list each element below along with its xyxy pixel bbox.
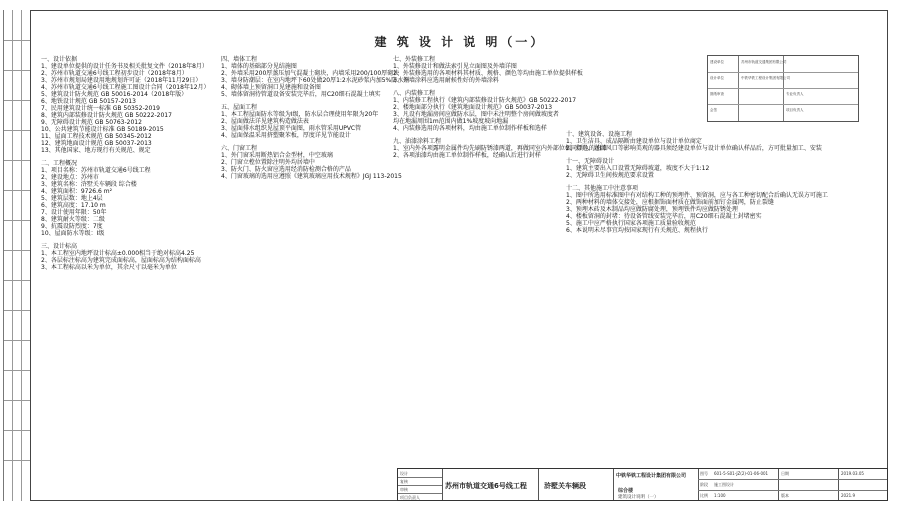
note-line: 10、屋面防水等级：I级 bbox=[41, 230, 105, 237]
note-line: 1、建设单位提供的设计任务书及相关批复文件（2018年8月） bbox=[41, 63, 208, 70]
section-heading: 十二、其他施工中注意事项 bbox=[566, 185, 639, 192]
note-line: 3、外墙涂料应选用耐候性好的外墙涂料 bbox=[393, 77, 499, 84]
title-block-label: 图号 bbox=[700, 471, 708, 476]
note-line: 6、本说明未尽事宜均按国家现行有关规范、规程执行 bbox=[566, 227, 708, 234]
note-line: 13、其他国家、地方现行有关规范、规定 bbox=[41, 147, 151, 154]
note-line: 4、门窗玻璃的选用应遵照《建筑玻璃应用技术规程》JGJ 113-2015 bbox=[221, 173, 402, 180]
note-line: 5、施工中应严格执行国家各项施工质量验收规范 bbox=[566, 220, 696, 227]
section-heading: 八、内装修工程 bbox=[393, 90, 436, 97]
note-line: 11、屋面工程技术规范 GB 50345-2012 bbox=[41, 133, 152, 140]
note-line: 4、建筑面积：9726.6 m² bbox=[41, 188, 112, 195]
note-line: 5、墙体留洞待管道设备安装完毕后，用C20细石混凝土填实 bbox=[221, 91, 381, 98]
note-line: 2、建设地点：苏州市 bbox=[41, 174, 99, 181]
note-line: 1、图中所选用标准图中有对结构工种的预埋件、预留洞，应与各工种密切配合后确认无误方可施工 bbox=[566, 192, 828, 199]
section-heading: 十、建筑设备、设施工程 bbox=[566, 131, 633, 138]
stamp-text: 中铁华铁工程设计集团有限公司 bbox=[741, 76, 790, 80]
note-line: 3、预埋木砖及木制品均应做防腐处理，预埋铁件均应做防锈处理 bbox=[566, 206, 738, 213]
note-line: 3、本工程标高以米为单位，其余尺寸以毫米为单位 bbox=[41, 264, 177, 271]
note-line: 3、建筑名称：浒墅关车辆段 综合楼 bbox=[41, 181, 137, 188]
stamp-label: 图纸审查 bbox=[710, 92, 724, 96]
stamp-label: 设计单位 bbox=[710, 76, 724, 80]
title-block-label: 阶段 bbox=[700, 482, 708, 487]
note-line: 2、灯具、送回风口等影响美观的器具须经建设单位与设计单位确认样品后，方可批量加工、安装 bbox=[566, 145, 822, 152]
drawing-version: 2021.9 bbox=[841, 493, 855, 498]
building-name: 综合楼 bbox=[618, 488, 634, 494]
note-line: 9、抗震设防烈度：7度 bbox=[41, 223, 103, 230]
note-line: 7、设计使用年限：50年 bbox=[41, 209, 107, 216]
note-line: 12、建筑地面设计规范 GB 50037-2013 bbox=[41, 140, 152, 147]
section-heading: 六、门窗工程 bbox=[221, 145, 258, 152]
project-name: 苏州市轨道交通6号线工程 bbox=[445, 482, 527, 490]
note-line: 2、两种材料的墙体交接处，应根据饰面材质在做饰面前加钉金属网，防止裂缝 bbox=[566, 199, 774, 206]
title-block bbox=[397, 468, 888, 501]
section-heading: 二、工程概况 bbox=[41, 160, 78, 167]
section-heading: 四、墙体工程 bbox=[221, 56, 258, 63]
design-company: 中铁华铁工程设计集团有限公司 bbox=[616, 473, 687, 479]
title-block-label: 设计 bbox=[400, 471, 408, 476]
section-heading: 七、外装修工程 bbox=[393, 56, 436, 63]
note-line: 1、本工程室内地坪设计标高±0.000相当于绝对标高4.25 bbox=[41, 250, 195, 257]
notes-column-1 bbox=[41, 56, 213, 271]
notes-column-2 bbox=[221, 56, 410, 180]
note-line: 4、屋面保温采用挤塑聚苯板，厚度详见节能设计 bbox=[221, 132, 351, 139]
stamp-text: 专业负责人 bbox=[786, 92, 804, 96]
note-line: 2、楼地面部分执行《建筑地面设计规范》GB 50037-2013 bbox=[393, 104, 553, 111]
note-line: 1、外门窗采用断热铝合金型材，中空玻璃 bbox=[221, 152, 333, 159]
note-line: 1、墙体的基础部分见结施图 bbox=[221, 63, 297, 70]
note-line: 6、建筑高度：17.10 m bbox=[41, 202, 106, 209]
note-line: 3、凡设有地漏房间应做防水层，图中未注明整个房间做坡度者 bbox=[393, 111, 559, 118]
note-line: 3、墙身防潮层：在室内地坪下60处做20厚1:2水泥砂浆内加5%防水剂 bbox=[221, 77, 410, 84]
drawing-date: 2019.03.05 bbox=[841, 471, 864, 476]
note-line: 6、地铁设计规范 GB 50157-2013 bbox=[41, 98, 136, 105]
title-block-label: 审核 bbox=[400, 487, 408, 492]
note-line: 8、建筑内部装修设计防火规范 GB 50222-2017 bbox=[41, 112, 172, 119]
title-block-label: 复核 bbox=[400, 479, 408, 484]
note-line: 1、内装修工程执行《建筑内部装修设计防火规范》GB 50222-2017 bbox=[393, 97, 577, 104]
note-line: 1、外装修设计和做法索引见立面图及外墙详图 bbox=[393, 63, 517, 70]
note-line: 2、外装修选用的各项材料其材质、规格、颜色等均由施工单位提供样板 bbox=[393, 70, 583, 77]
drawing-scale: 1:100 bbox=[714, 493, 726, 498]
note-line: 5、建筑层数：地上4层 bbox=[41, 195, 103, 202]
note-line: 5、建筑设计防火规范 GB 50016-2014（2018年版） bbox=[41, 91, 188, 98]
stamp-label: 建设单位 bbox=[710, 60, 724, 64]
drawing-name: 建筑设计说明（一） bbox=[618, 495, 659, 500]
note-line: 2、各项油漆均由施工单位制作样板，经确认后进行封样 bbox=[393, 152, 541, 159]
note-line: 2、无障碍卫生间按规范要求设置 bbox=[566, 172, 654, 179]
note-line: 1、卫生洁具、成品隔断由建设单位与设计单位商定 bbox=[566, 138, 702, 145]
stamp-text: 苏州市轨道交通集团有限公司 bbox=[741, 60, 787, 64]
note-line: 2、苏州市轨道交通6号线工程初步设计（2018年8月） bbox=[41, 70, 188, 77]
note-line: 均在地漏周围1m范围内做1%坡度坡向地漏 bbox=[393, 118, 509, 125]
approval-stamp-table bbox=[707, 55, 859, 122]
section-heading: 一、设计依据 bbox=[41, 56, 78, 63]
drawing-number: 601-5-S01-JZ(2)-01-06-001 bbox=[714, 471, 769, 476]
section-heading: 五、屋面工程 bbox=[221, 104, 258, 111]
note-line: 1、本工程屋面防水等级为I级，防水层合理使用年限为20年 bbox=[221, 111, 379, 118]
title-block-label: 日期 bbox=[781, 471, 789, 476]
note-line: 10、公共建筑节能设计标准 GB 50189-2015 bbox=[41, 126, 164, 133]
note-line: 3、防火门、防火窗应选用经消防检测合格的产品 bbox=[221, 166, 351, 173]
note-line: 2、屋面做法详见建筑构造做法表 bbox=[221, 118, 309, 125]
section-heading: 九、油漆涂料工程 bbox=[393, 138, 442, 145]
title-block-label: 比例 bbox=[700, 493, 708, 498]
note-line: 3、苏州市规划局建设用地规划许可证（2018年11月29日） bbox=[41, 77, 202, 84]
note-line: 2、各层标注标高为建筑完成面标高，屋面标高为结构面标高 bbox=[41, 257, 201, 264]
note-line: 1、建筑主要出入口设置无障碍坡道，坡度不大于1:12 bbox=[566, 165, 710, 172]
design-stage: 施工图设计 bbox=[714, 482, 734, 487]
note-line: 1、室内外各项露明金属件均先刷防锈漆两道，再做同室内外部位相同颜色的油漆 bbox=[393, 145, 607, 152]
note-line: 9、无障碍设计规范 GB 50763-2012 bbox=[41, 119, 142, 126]
note-line: 4、苏州市轨道交通6号线工程施工图设计合同（2018年12月） bbox=[41, 84, 210, 91]
sub-project-name: 浒墅关车辆段 bbox=[544, 482, 586, 490]
note-line: 4、楼板留洞的封堵：待设备管线安装完毕后，用C20细石混凝土封堵密实 bbox=[566, 213, 762, 220]
title-block-label: 项目负责人 bbox=[400, 495, 420, 500]
note-line: 1、项目名称：苏州市轨道交通6号线工程 bbox=[41, 167, 151, 174]
drawing-title: 建 筑 设 计 说 明（一） bbox=[374, 35, 546, 49]
section-heading: 十一、无障碍设计 bbox=[566, 158, 615, 165]
title-block-label: 版本 bbox=[781, 493, 789, 498]
note-line: 7、民用建筑设计统一标准 GB 50352-2019 bbox=[41, 105, 160, 112]
stamp-text: 项目负责人 bbox=[786, 108, 804, 112]
note-line: 8、建筑耐火等级：二级 bbox=[41, 216, 105, 223]
binding-margin bbox=[3, 10, 30, 501]
note-line: 2、门窗立樘位置除注明外均居墙中 bbox=[221, 159, 315, 166]
note-line: 2、外墙采用200厚蒸压加气混凝土砌块，内墙采用200/100厚砌块 bbox=[221, 70, 400, 77]
note-line: 4、砌体墙上预留洞口见建施和设备图 bbox=[221, 84, 321, 91]
section-heading: 三、设计标高 bbox=[41, 243, 78, 250]
note-line: 3、屋面排水组织见屋顶平面图，雨水管采用UPVC管 bbox=[221, 125, 362, 132]
notes-column-4 bbox=[566, 131, 866, 234]
note-line: 4、内装修选用的各项材料，均由施工单位制作样板和选样 bbox=[393, 125, 547, 132]
stamp-label: 会签 bbox=[710, 108, 717, 112]
